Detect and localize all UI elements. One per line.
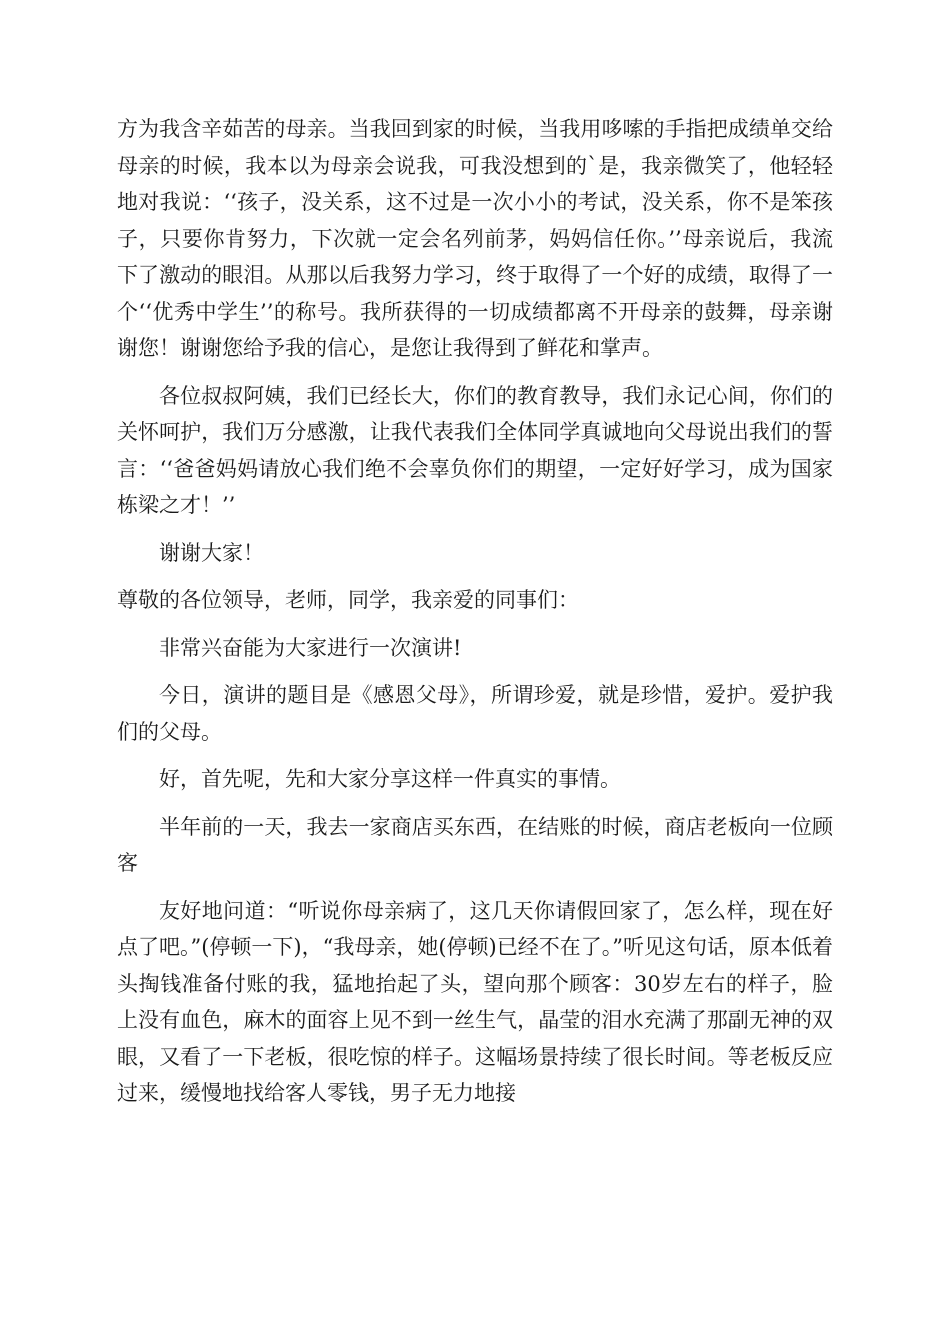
paragraph-8: 半年前的一天，我去一家商店买东西，在结账的时候，商店老板向一位顾客 xyxy=(117,814,833,875)
paragraph-2: 各位叔叔阿姨，我们已经长大，你们的教育教导，我们永记心间，你们的关怀呵护，我们万分感激，让我代表我们全体同学真诚地向父母说出我们的誓言：‘‘爸爸妈妈请放心我们绝不会辜负你们的期望，一定好好学习，成为国家栋梁之才！’’ xyxy=(117,383,833,517)
document-body xyxy=(117,111,833,1112)
paragraph-5: 非常兴奋能为大家进行一次演讲! xyxy=(159,635,462,660)
paragraph-1: 方为我含辛茹苦的母亲。当我回到家的时候，当我用哆嗦的手指把成绩单交给母亲的时候，我本以为母亲会说我，可我没想到的`是，我亲微笑了，他轻轻地对我说：‘‘孩子，没关系，这不过是一次小小的考试，没关系，你不是笨孩子，只要你肯努力，下次就一定会名列前茅，妈妈信任你。’’母亲说后，我流下了激动的眼泪。从那以后我努力学习，终于取得了一个好的成绩，取得了一个‘‘优秀中学生’’的称号。我所获得的一切成绩都离不开母亲的鼓舞，母亲谢谢您！谢谢您给予我的信心，是您让我得到了鲜花和掌声。 xyxy=(117,117,833,360)
paragraph-4: 尊敬的各位领导，老师，同学，我亲爱的同事们： xyxy=(117,588,579,612)
paragraph-9: 友好地问道：“听说你母亲病了，这几天你请假回家了，怎么样，现在好点了吧。”(停顿一下)，“我母亲，她(停顿)已经不在了。”听见这句话，原本低着头掏钱准备付账的我，猛地抬起了头，望向那个顾客：30岁左右的样子，脸上没有血色，麻木的面容上见不到一丝生气，晶莹的泪水充满了那副无神的双眼，又看了一下老板，很吃惊的样子。这幅场景持续了很长时间。等老板反应过来，缓慢地找给客人零钱，男子无力地接 xyxy=(117,898,833,1105)
paragraph-6: 今日，演讲的题目是《感恩父母》，所谓珍爱，就是珍惜，爱护。爱护我们的父母。 xyxy=(117,683,833,744)
paragraph-3: 谢谢大家！ xyxy=(159,540,264,565)
paragraph-7: 好，首先呢，先和大家分享这样一件真实的事情。 xyxy=(159,767,621,791)
